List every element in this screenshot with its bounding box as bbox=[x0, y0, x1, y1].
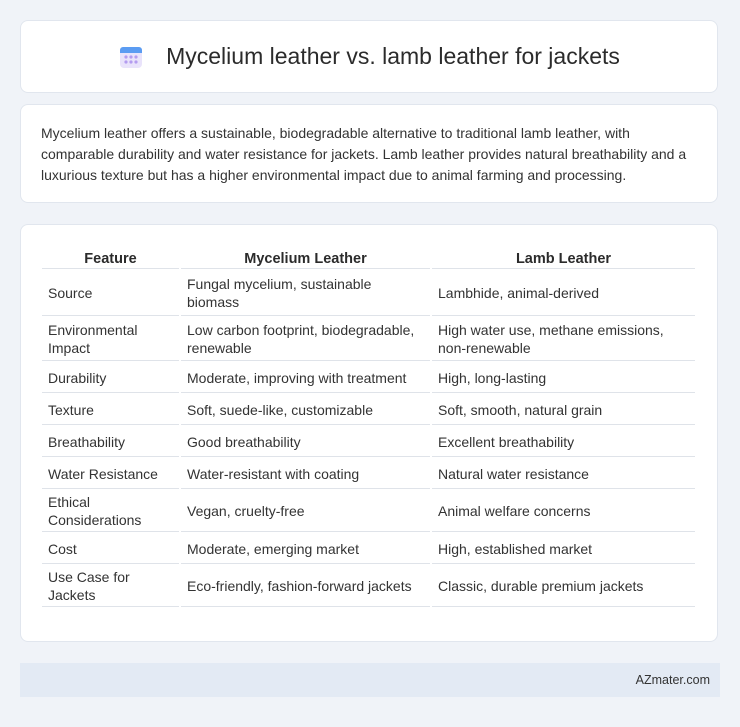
column-header-lamb: Lamb Leather bbox=[432, 247, 695, 269]
footer-brand[interactable]: AZmater.com bbox=[635, 673, 710, 687]
feature-cell: Cost bbox=[42, 534, 179, 564]
calendar-icon bbox=[118, 44, 144, 70]
table-row bbox=[42, 566, 695, 607]
mycelium-cell: Vegan, cruelty-free bbox=[181, 491, 430, 532]
feature-cell: Use Case for Jackets bbox=[42, 566, 179, 607]
footer-bar bbox=[20, 663, 720, 697]
feature-cell: Water Resistance bbox=[42, 459, 179, 489]
mycelium-cell: Moderate, emerging market bbox=[181, 534, 430, 564]
table-row bbox=[42, 459, 695, 489]
title-card bbox=[20, 20, 718, 93]
lamb-cell: Soft, smooth, natural grain bbox=[432, 395, 695, 425]
column-header-mycelium: Mycelium Leather bbox=[181, 247, 430, 269]
feature-cell: Environmental Impact bbox=[42, 318, 179, 361]
table-row bbox=[42, 534, 695, 564]
feature-cell: Ethical Considerations bbox=[42, 491, 179, 532]
feature-cell: Durability bbox=[42, 363, 179, 393]
table-row bbox=[42, 271, 695, 316]
lamb-cell: Animal welfare concerns bbox=[432, 491, 695, 532]
feature-cell: Texture bbox=[42, 395, 179, 425]
lamb-cell: Excellent breathability bbox=[432, 427, 695, 457]
mycelium-cell: Soft, suede-like, customizable bbox=[181, 395, 430, 425]
comparison-table bbox=[40, 245, 697, 609]
table-row bbox=[42, 318, 695, 361]
mycelium-cell: Water-resistant with coating bbox=[181, 459, 430, 489]
table-row bbox=[42, 491, 695, 532]
mycelium-cell: Fungal mycelium, sustainable biomass bbox=[181, 271, 430, 316]
lamb-cell: Classic, durable premium jackets bbox=[432, 566, 695, 607]
lamb-cell: Natural water resistance bbox=[432, 459, 695, 489]
lamb-cell: High water use, methane emissions, non-renewable bbox=[432, 318, 695, 361]
lamb-cell: High, long-lasting bbox=[432, 363, 695, 393]
feature-cell: Source bbox=[42, 271, 179, 316]
mycelium-cell: Eco-friendly, fashion-forward jackets bbox=[181, 566, 430, 607]
mycelium-cell: Moderate, improving with treatment bbox=[181, 363, 430, 393]
table-row bbox=[42, 363, 695, 393]
table-row bbox=[42, 395, 695, 425]
page-title: Mycelium leather vs. lamb leather for jackets bbox=[166, 43, 620, 69]
mycelium-cell: Low carbon footprint, biodegradable, renewable bbox=[181, 318, 430, 361]
lamb-cell: High, established market bbox=[432, 534, 695, 564]
comparison-card bbox=[20, 224, 718, 642]
intro-card bbox=[20, 104, 718, 203]
feature-cell: Breathability bbox=[42, 427, 179, 457]
column-header-feature: Feature bbox=[42, 247, 179, 269]
mycelium-cell: Good breathability bbox=[181, 427, 430, 457]
lamb-cell: Lambhide, animal-derived bbox=[432, 271, 695, 316]
table-header-row bbox=[42, 247, 695, 269]
intro-text: Mycelium leather offers a sustainable, biodegradable alternative to traditional lamb leather, with comparable durability and water resistance for jackets. Lamb leather provides natural breathability and a luxurious texture but has a higher environmental impact due to animal farming and processing. bbox=[41, 125, 687, 183]
table-row bbox=[42, 427, 695, 457]
